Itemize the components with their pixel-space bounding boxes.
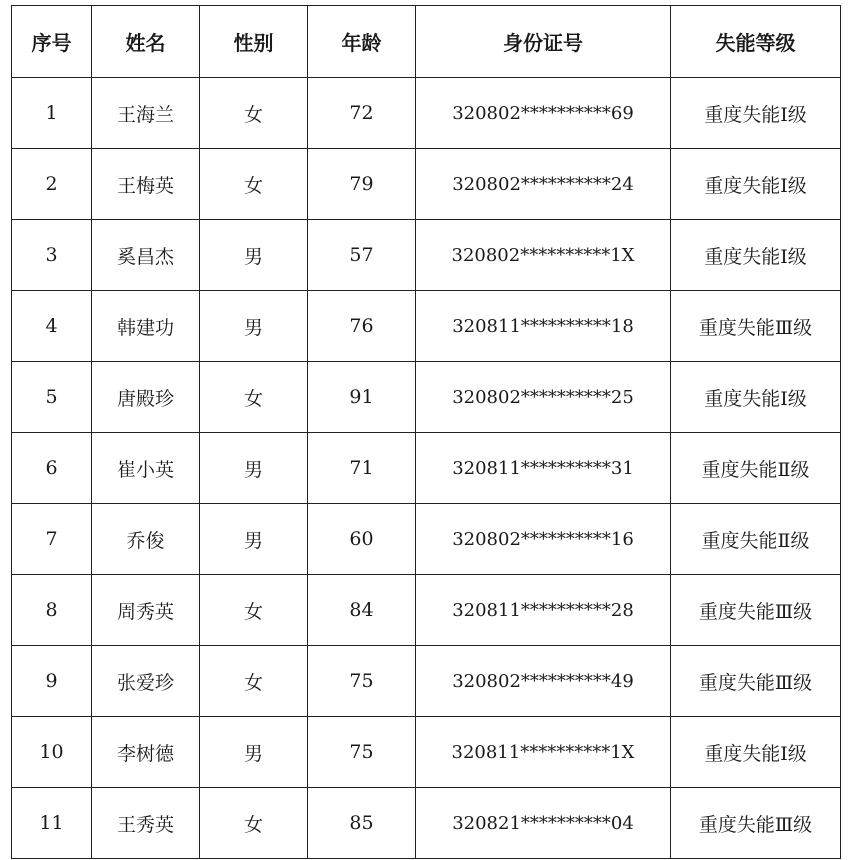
cell-gender: 男 bbox=[200, 433, 308, 504]
table-row bbox=[12, 362, 841, 433]
cell-name: 张爱珍 bbox=[92, 646, 200, 717]
cell-age: 79 bbox=[308, 149, 416, 220]
header-disability-level: 失能等级 bbox=[671, 6, 841, 78]
cell-serial-number: 8 bbox=[12, 575, 92, 646]
cell-gender: 女 bbox=[200, 788, 308, 859]
cell-name: 周秀英 bbox=[92, 575, 200, 646]
cell-serial-number: 11 bbox=[12, 788, 92, 859]
cell-disability-level: 重度失能Ⅱ级 bbox=[671, 504, 841, 575]
cell-name: 奚昌杰 bbox=[92, 220, 200, 291]
header-gender: 性别 bbox=[200, 6, 308, 78]
cell-disability-level: 重度失能Ⅱ级 bbox=[671, 433, 841, 504]
table-row bbox=[12, 291, 841, 362]
cell-serial-number: 1 bbox=[12, 78, 92, 149]
cell-disability-level: 重度失能Ⅰ级 bbox=[671, 220, 841, 291]
cell-age: 57 bbox=[308, 220, 416, 291]
table-row bbox=[12, 220, 841, 291]
cell-serial-number: 9 bbox=[12, 646, 92, 717]
cell-gender: 女 bbox=[200, 78, 308, 149]
cell-gender: 女 bbox=[200, 646, 308, 717]
cell-disability-level: 重度失能Ⅲ级 bbox=[671, 788, 841, 859]
cell-id-number: 320811**********31 bbox=[416, 433, 671, 504]
cell-id-number: 320802**********49 bbox=[416, 646, 671, 717]
cell-disability-level: 重度失能Ⅰ级 bbox=[671, 362, 841, 433]
cell-serial-number: 4 bbox=[12, 291, 92, 362]
cell-serial-number: 5 bbox=[12, 362, 92, 433]
cell-name: 王秀英 bbox=[92, 788, 200, 859]
cell-name: 王海兰 bbox=[92, 78, 200, 149]
cell-name: 韩建功 bbox=[92, 291, 200, 362]
cell-disability-level: 重度失能Ⅲ级 bbox=[671, 646, 841, 717]
cell-age: 76 bbox=[308, 291, 416, 362]
cell-serial-number: 10 bbox=[12, 717, 92, 788]
cell-id-number: 320802**********1X bbox=[416, 220, 671, 291]
cell-age: 60 bbox=[308, 504, 416, 575]
cell-name: 唐殿珍 bbox=[92, 362, 200, 433]
table-row bbox=[12, 717, 841, 788]
cell-id-number: 320802**********16 bbox=[416, 504, 671, 575]
table-row bbox=[12, 575, 841, 646]
cell-disability-level: 重度失能Ⅰ级 bbox=[671, 149, 841, 220]
cell-age: 75 bbox=[308, 717, 416, 788]
cell-age: 75 bbox=[308, 646, 416, 717]
cell-disability-level: 重度失能Ⅰ级 bbox=[671, 717, 841, 788]
cell-serial-number: 7 bbox=[12, 504, 92, 575]
table-row bbox=[12, 646, 841, 717]
cell-id-number: 320821**********04 bbox=[416, 788, 671, 859]
cell-gender: 女 bbox=[200, 575, 308, 646]
cell-id-number: 320802**********25 bbox=[416, 362, 671, 433]
cell-disability-level: 重度失能Ⅲ级 bbox=[671, 575, 841, 646]
cell-name: 王梅英 bbox=[92, 149, 200, 220]
table-row bbox=[12, 149, 841, 220]
table-body bbox=[12, 78, 841, 859]
cell-gender: 男 bbox=[200, 717, 308, 788]
disability-table bbox=[11, 5, 841, 859]
table-row bbox=[12, 78, 841, 149]
cell-serial-number: 3 bbox=[12, 220, 92, 291]
cell-name: 李树德 bbox=[92, 717, 200, 788]
cell-age: 85 bbox=[308, 788, 416, 859]
header-age: 年龄 bbox=[308, 6, 416, 78]
table-row bbox=[12, 433, 841, 504]
cell-age: 71 bbox=[308, 433, 416, 504]
header-serial-number: 序号 bbox=[12, 6, 92, 78]
cell-id-number: 320802**********24 bbox=[416, 149, 671, 220]
cell-id-number: 320811**********1X bbox=[416, 717, 671, 788]
cell-id-number: 320811**********28 bbox=[416, 575, 671, 646]
cell-serial-number: 6 bbox=[12, 433, 92, 504]
cell-gender: 男 bbox=[200, 220, 308, 291]
cell-gender: 女 bbox=[200, 362, 308, 433]
cell-age: 84 bbox=[308, 575, 416, 646]
cell-name: 乔俊 bbox=[92, 504, 200, 575]
cell-name: 崔小英 bbox=[92, 433, 200, 504]
cell-gender: 男 bbox=[200, 291, 308, 362]
table-row bbox=[12, 504, 841, 575]
cell-age: 91 bbox=[308, 362, 416, 433]
cell-gender: 男 bbox=[200, 504, 308, 575]
cell-disability-level: 重度失能Ⅲ级 bbox=[671, 291, 841, 362]
cell-serial-number: 2 bbox=[12, 149, 92, 220]
cell-gender: 女 bbox=[200, 149, 308, 220]
header-name: 姓名 bbox=[92, 6, 200, 78]
header-id-number: 身份证号 bbox=[416, 6, 671, 78]
table-header-row bbox=[12, 6, 841, 78]
cell-id-number: 320811**********18 bbox=[416, 291, 671, 362]
cell-id-number: 320802**********69 bbox=[416, 78, 671, 149]
cell-disability-level: 重度失能Ⅰ级 bbox=[671, 78, 841, 149]
cell-age: 72 bbox=[308, 78, 416, 149]
table-row bbox=[12, 788, 841, 859]
